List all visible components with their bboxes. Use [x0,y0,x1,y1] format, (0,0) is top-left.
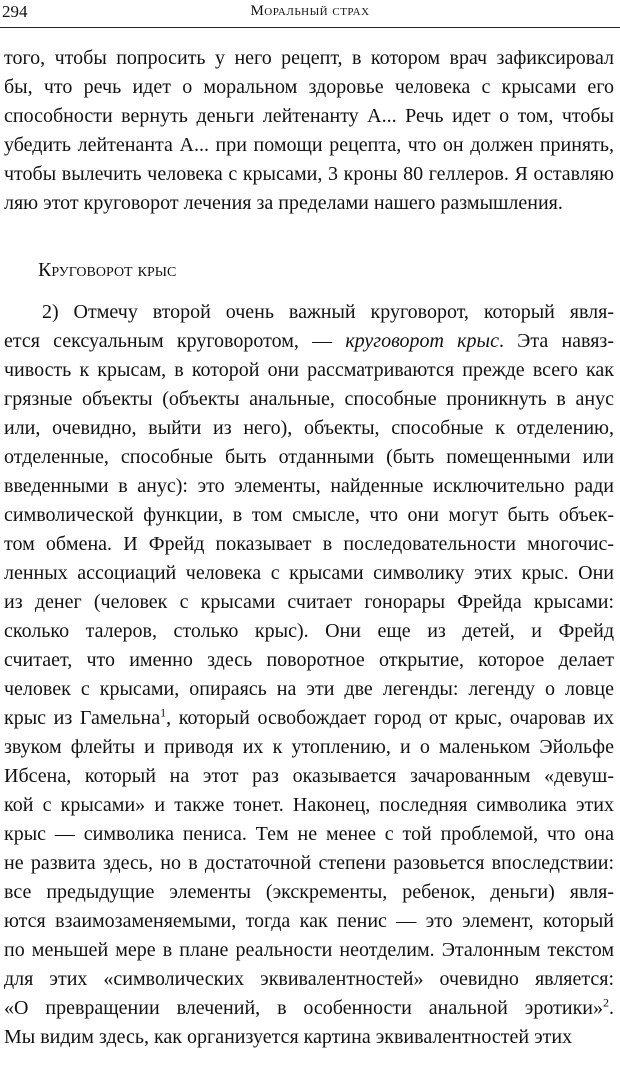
text-line: не развита здесь, но в достаточной степени разовьется впоследствии: [4,852,614,874]
text-line: способности вернуть деньги лейтенанту А... Речь идет о том, чтобы [4,105,614,127]
text-line: бы, что речь идет о моральном здоровье человека с крысами его [4,76,614,98]
text-line: из денег (человек с крысами считает гонорары Фрейда крысами: [4,591,614,613]
text-line: «О превращении влечений, в особенности анальной эротики»$^2$. [4,995,614,1019]
text-line: крыс из Гамельна$^1$, который освобождает город от крыс, очаровав их [4,705,614,729]
text-line: чтобы вылечить человека с крысами, 3 кроны 80 геллеров. Я оставляю [4,163,614,185]
text-line: кой с крысами» и также тонет. Наконец, последняя символика этих [4,794,614,816]
text-line: 2) Отмечу второй очень важный круговорот, который явля- [42,301,614,323]
text-line: считает, что именно здесь поворотное открытие, которое делает [4,649,614,671]
text-line: ется сексуальным круговоротом, — круговорот крыс. Эта навяз- [4,330,614,352]
footnote-ref[interactable]: 2 [603,995,609,1010]
text-line: символической функции, в том смысле, что они могут быть объек- [4,504,614,526]
page-header [0,0,620,30]
text-line: крыс — символика пениса. Тем не менее с той проблемой, что она [4,823,614,845]
italic-term: круговорот крыс [345,330,499,352]
text-line: введенными в анус): это элементы, найденные исключительно ради [4,475,614,497]
footnote-ref[interactable]: 1 [160,705,167,720]
text-line: по меньшей мере в плане реальности неотделим. Эталонным текстом [4,939,614,961]
page-number: 294 [2,2,28,21]
text-line: Мы видим здесь, как организуется картина эквивалентностей этих [4,1026,573,1048]
text-line: том обмена. И Фрейд показывает в последовательности многочис- [4,533,614,555]
text-line: или, очевидно, выйти из него), объекты, способные к отделению, [4,417,614,439]
text-line: отделенные, способные быть отданными (быть помещенными или [4,446,614,468]
text-line: того, чтобы попросить у него рецепт, в котором врач зафиксировал [4,47,614,69]
section-heading: Круговорот крыс [38,259,177,281]
text-line: человек с крысами, опираясь на эти две легенды: легенду о ловце [4,678,614,700]
text-line: все предыдущие элементы (экскременты, ребенок, деньги) явля- [4,881,614,903]
text-line: ленных ассоциаций человека с крысами символику этих крыс. Они [4,562,614,584]
text-line: для этих «символических эквивалентностей» очевидно является: [4,968,614,990]
header-rule [0,27,620,28]
text-line: чивость к крысам, в которой они рассматриваются прежде всего как [4,359,614,381]
text-line: ляю этот круговорот лечения за пределами нашего размышления. [4,192,563,214]
text-line: грязные объекты (объекты анальные, способные проникнуть в анус [4,388,614,410]
text-line: Ибсена, который на этот раз оказывается зачарованным «девуш- [4,765,614,787]
text-line: убедить лейтенанта А... при помощи рецепта, что он должен принять, [4,134,614,156]
text-line: сколько талеров, столько крыс). Они еще из детей, и Фрейд [4,620,614,642]
text-line: ются взаимозаменяемыми, тогда как пенис — это элемент, который [4,910,614,932]
text-line: звуком флейты и приводя их к утоплению, и о маленьком Эйольфе [4,736,614,758]
running-title: Моральный страх [250,3,370,19]
